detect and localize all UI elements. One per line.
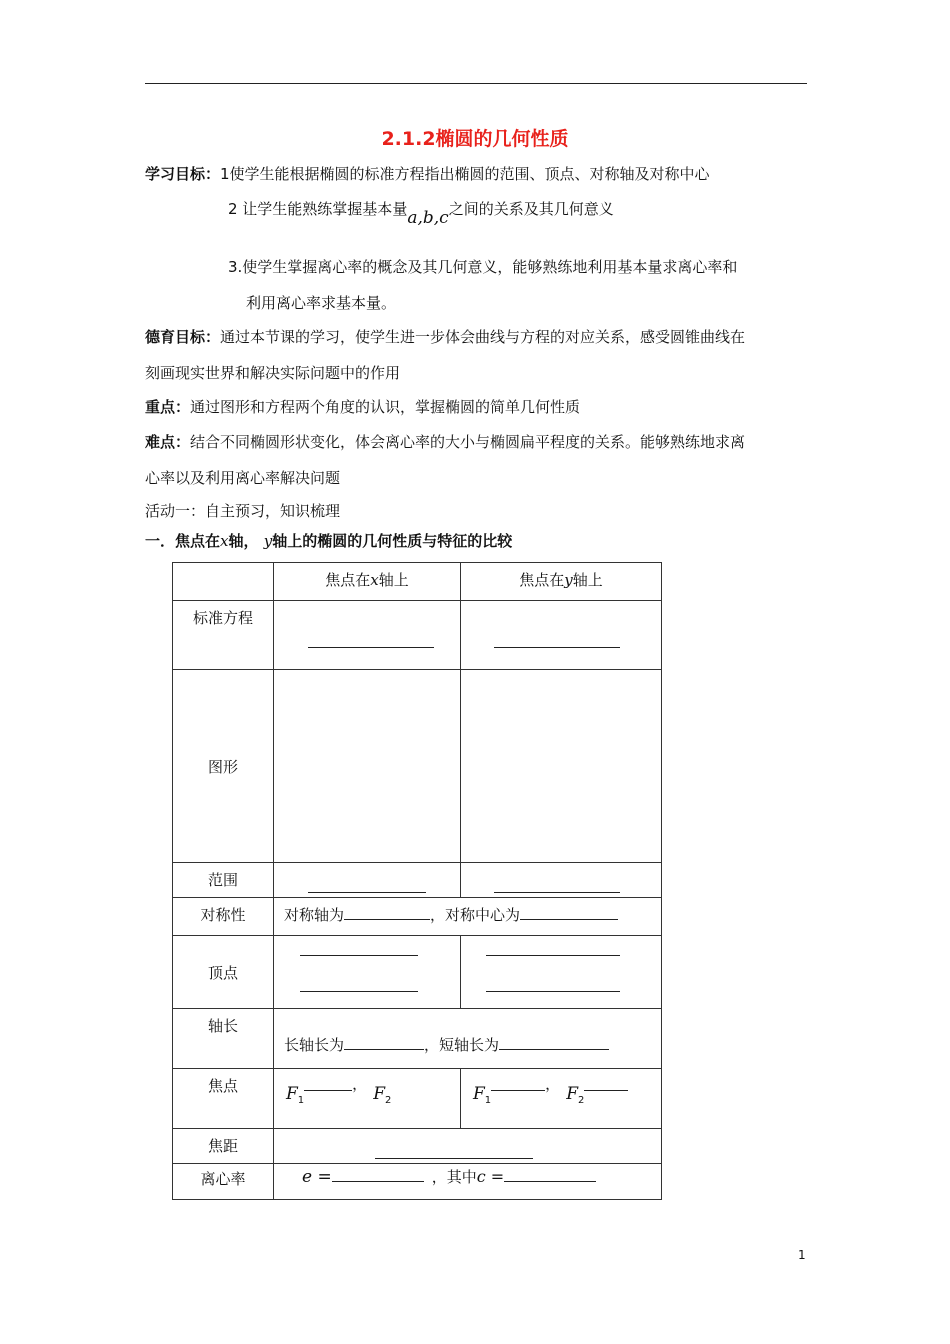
blank-f2-y[interactable] — [584, 1089, 628, 1091]
page-title: 2.1.2椭圆的几何性质 — [381, 128, 569, 150]
header-x-axis — [274, 563, 461, 601]
blank-f1-y[interactable] — [491, 1089, 545, 1091]
cell-symmetry — [274, 898, 662, 936]
blank-major-axis[interactable] — [344, 1048, 424, 1050]
header-y-suffix: 轴上 — [572, 571, 603, 589]
objective-2-prefix: 2 让学生能熟练掌握基本量 — [228, 200, 408, 218]
foci-comma-y: ， — [545, 1075, 561, 1093]
label-foci: 焦点 — [173, 1069, 274, 1129]
section-mid: 轴， — [228, 532, 259, 550]
moral-text: 通过本节课的学习，使学生进一步体会曲线与方程的对应关系，感受圆锥曲线在 — [220, 328, 746, 346]
blank-minor-axis[interactable] — [499, 1048, 609, 1050]
blank-focal-distance[interactable] — [375, 1157, 533, 1159]
key-point — [145, 396, 580, 417]
difficulty-line2: 心率以及利用离心率解决问题 — [145, 469, 341, 487]
blank-range-x[interactable] — [308, 891, 426, 893]
cell-focal-distance — [274, 1129, 662, 1164]
blank-vertex-x2[interactable] — [300, 990, 418, 992]
header-rule — [145, 83, 807, 84]
blank-symmetry-center[interactable] — [520, 918, 618, 920]
symmetry-center-label: ，对称中心为 — [430, 906, 521, 924]
label-symmetry: 对称性 — [173, 898, 274, 936]
eccentricity-e-label: e = — [302, 1167, 332, 1187]
table-row — [173, 1129, 662, 1164]
table-row — [173, 1164, 662, 1200]
foci-comma-x: ， — [352, 1075, 368, 1093]
blank-f1-x[interactable] — [304, 1089, 352, 1091]
blank-eccentricity[interactable] — [332, 1180, 424, 1182]
table-row — [173, 601, 662, 670]
focus-f2-y: F — [566, 1084, 578, 1104]
header-empty — [173, 563, 274, 601]
focus-f2-sub-x: 2 — [384, 1095, 392, 1106]
header-x-var: x — [370, 571, 379, 589]
moral-line1 — [145, 326, 745, 347]
cell-range-x — [274, 863, 461, 898]
header-x-suffix: 轴上 — [378, 571, 409, 589]
focus-f1-y: F — [473, 1084, 485, 1104]
objective-3-line2: 利用离心率求基本量。 — [246, 294, 397, 312]
blank-symmetry-axis[interactable] — [344, 918, 430, 920]
key-point-label: 重点： — [145, 398, 191, 416]
table-row — [173, 670, 662, 863]
header-y-prefix: 焦点在 — [519, 571, 565, 589]
where-c-label: ，其中 — [431, 1168, 477, 1186]
blank-vertex-y2[interactable] — [486, 990, 620, 992]
cell-vertex-x — [274, 936, 461, 1009]
focus-f1-x: F — [286, 1084, 298, 1104]
moral-label: 德育目标： — [145, 328, 221, 346]
objective-2 — [228, 198, 614, 228]
objective-2-math: a,b,c — [407, 208, 449, 228]
objective-3-line1: 3.使学生掌握离心率的概念及其几何意义，能够熟练地利用基本量求离心率和 — [228, 258, 738, 276]
cell-range-y — [461, 863, 662, 898]
section-y: y — [263, 532, 273, 550]
minor-axis-label: ，短轴长为 — [424, 1036, 500, 1054]
cell-vertex-y — [461, 936, 662, 1009]
table-row — [173, 1009, 662, 1069]
label-graph: 图形 — [173, 670, 274, 863]
c-label: c = — [476, 1167, 505, 1186]
cell-graph-x[interactable] — [274, 670, 461, 863]
objectives-line1 — [145, 163, 710, 184]
label-focal-distance: 焦距 — [173, 1129, 274, 1164]
focus-f2-x: F — [373, 1084, 385, 1104]
symmetry-axis-label: 对称轴为 — [284, 906, 345, 924]
cell-axis-length — [274, 1009, 662, 1069]
table-row — [173, 863, 662, 898]
blank-standard-x[interactable] — [308, 646, 434, 648]
difficulty-text: 结合不同椭圆形状变化，体会离心率的大小与椭圆扁平程度的关系。能够熟练地求离 — [190, 433, 746, 451]
objectives-label: 学习目标： — [145, 165, 221, 183]
cell-standard-y — [461, 601, 662, 670]
focus-f1-sub-y: 1 — [484, 1095, 492, 1106]
label-range: 范围 — [173, 863, 274, 898]
section-heading — [145, 530, 512, 551]
cell-graph-y[interactable] — [461, 670, 662, 863]
header-y-axis — [461, 563, 662, 601]
page-number: 1 — [798, 1248, 806, 1262]
focus-f1-sub-x: 1 — [297, 1095, 305, 1106]
cell-foci-y — [461, 1069, 662, 1129]
blank-standard-y[interactable] — [494, 646, 620, 648]
major-axis-label: 长轴长为 — [284, 1036, 345, 1054]
section-x: x — [220, 532, 229, 550]
key-point-text: 通过图形和方程两个角度的认识，掌握椭圆的简单几何性质 — [190, 398, 581, 416]
activity-heading: 活动一：自主预习，知识梳理 — [145, 502, 341, 520]
table-row — [173, 563, 662, 601]
header-y-var: y — [564, 571, 573, 589]
focus-f2-sub-y: 2 — [577, 1095, 585, 1106]
blank-range-y[interactable] — [494, 891, 620, 893]
cell-eccentricity — [274, 1164, 662, 1200]
label-eccentricity: 离心率 — [173, 1164, 274, 1200]
objective-2-suffix: 之间的关系及其几何意义 — [448, 200, 614, 218]
blank-c-value[interactable] — [504, 1180, 596, 1182]
comparison-table — [172, 562, 662, 1200]
label-standard-equation: 标准方程 — [173, 601, 274, 670]
cell-standard-x — [274, 601, 461, 670]
table-row — [173, 936, 662, 1009]
section-prefix: 一．焦点在 — [145, 532, 221, 550]
moral-line2: 刻画现实世界和解决实际问题中的作用 — [145, 364, 401, 382]
difficulty-label: 难点： — [145, 433, 191, 451]
header-x-prefix: 焦点在 — [325, 571, 371, 589]
table-row — [173, 1069, 662, 1129]
difficulty-line1 — [145, 431, 745, 452]
objective-1: 1使学生能根据椭圆的标准方程指出椭圆的范围、顶点、对称轴及对称中心 — [220, 165, 710, 183]
cell-foci-x — [274, 1069, 461, 1129]
label-axis-length: 轴长 — [173, 1009, 274, 1069]
label-vertex: 顶点 — [173, 936, 274, 1009]
section-suffix: 轴上的椭圆的几何性质与特征的比较 — [272, 532, 513, 550]
table-row — [173, 898, 662, 936]
